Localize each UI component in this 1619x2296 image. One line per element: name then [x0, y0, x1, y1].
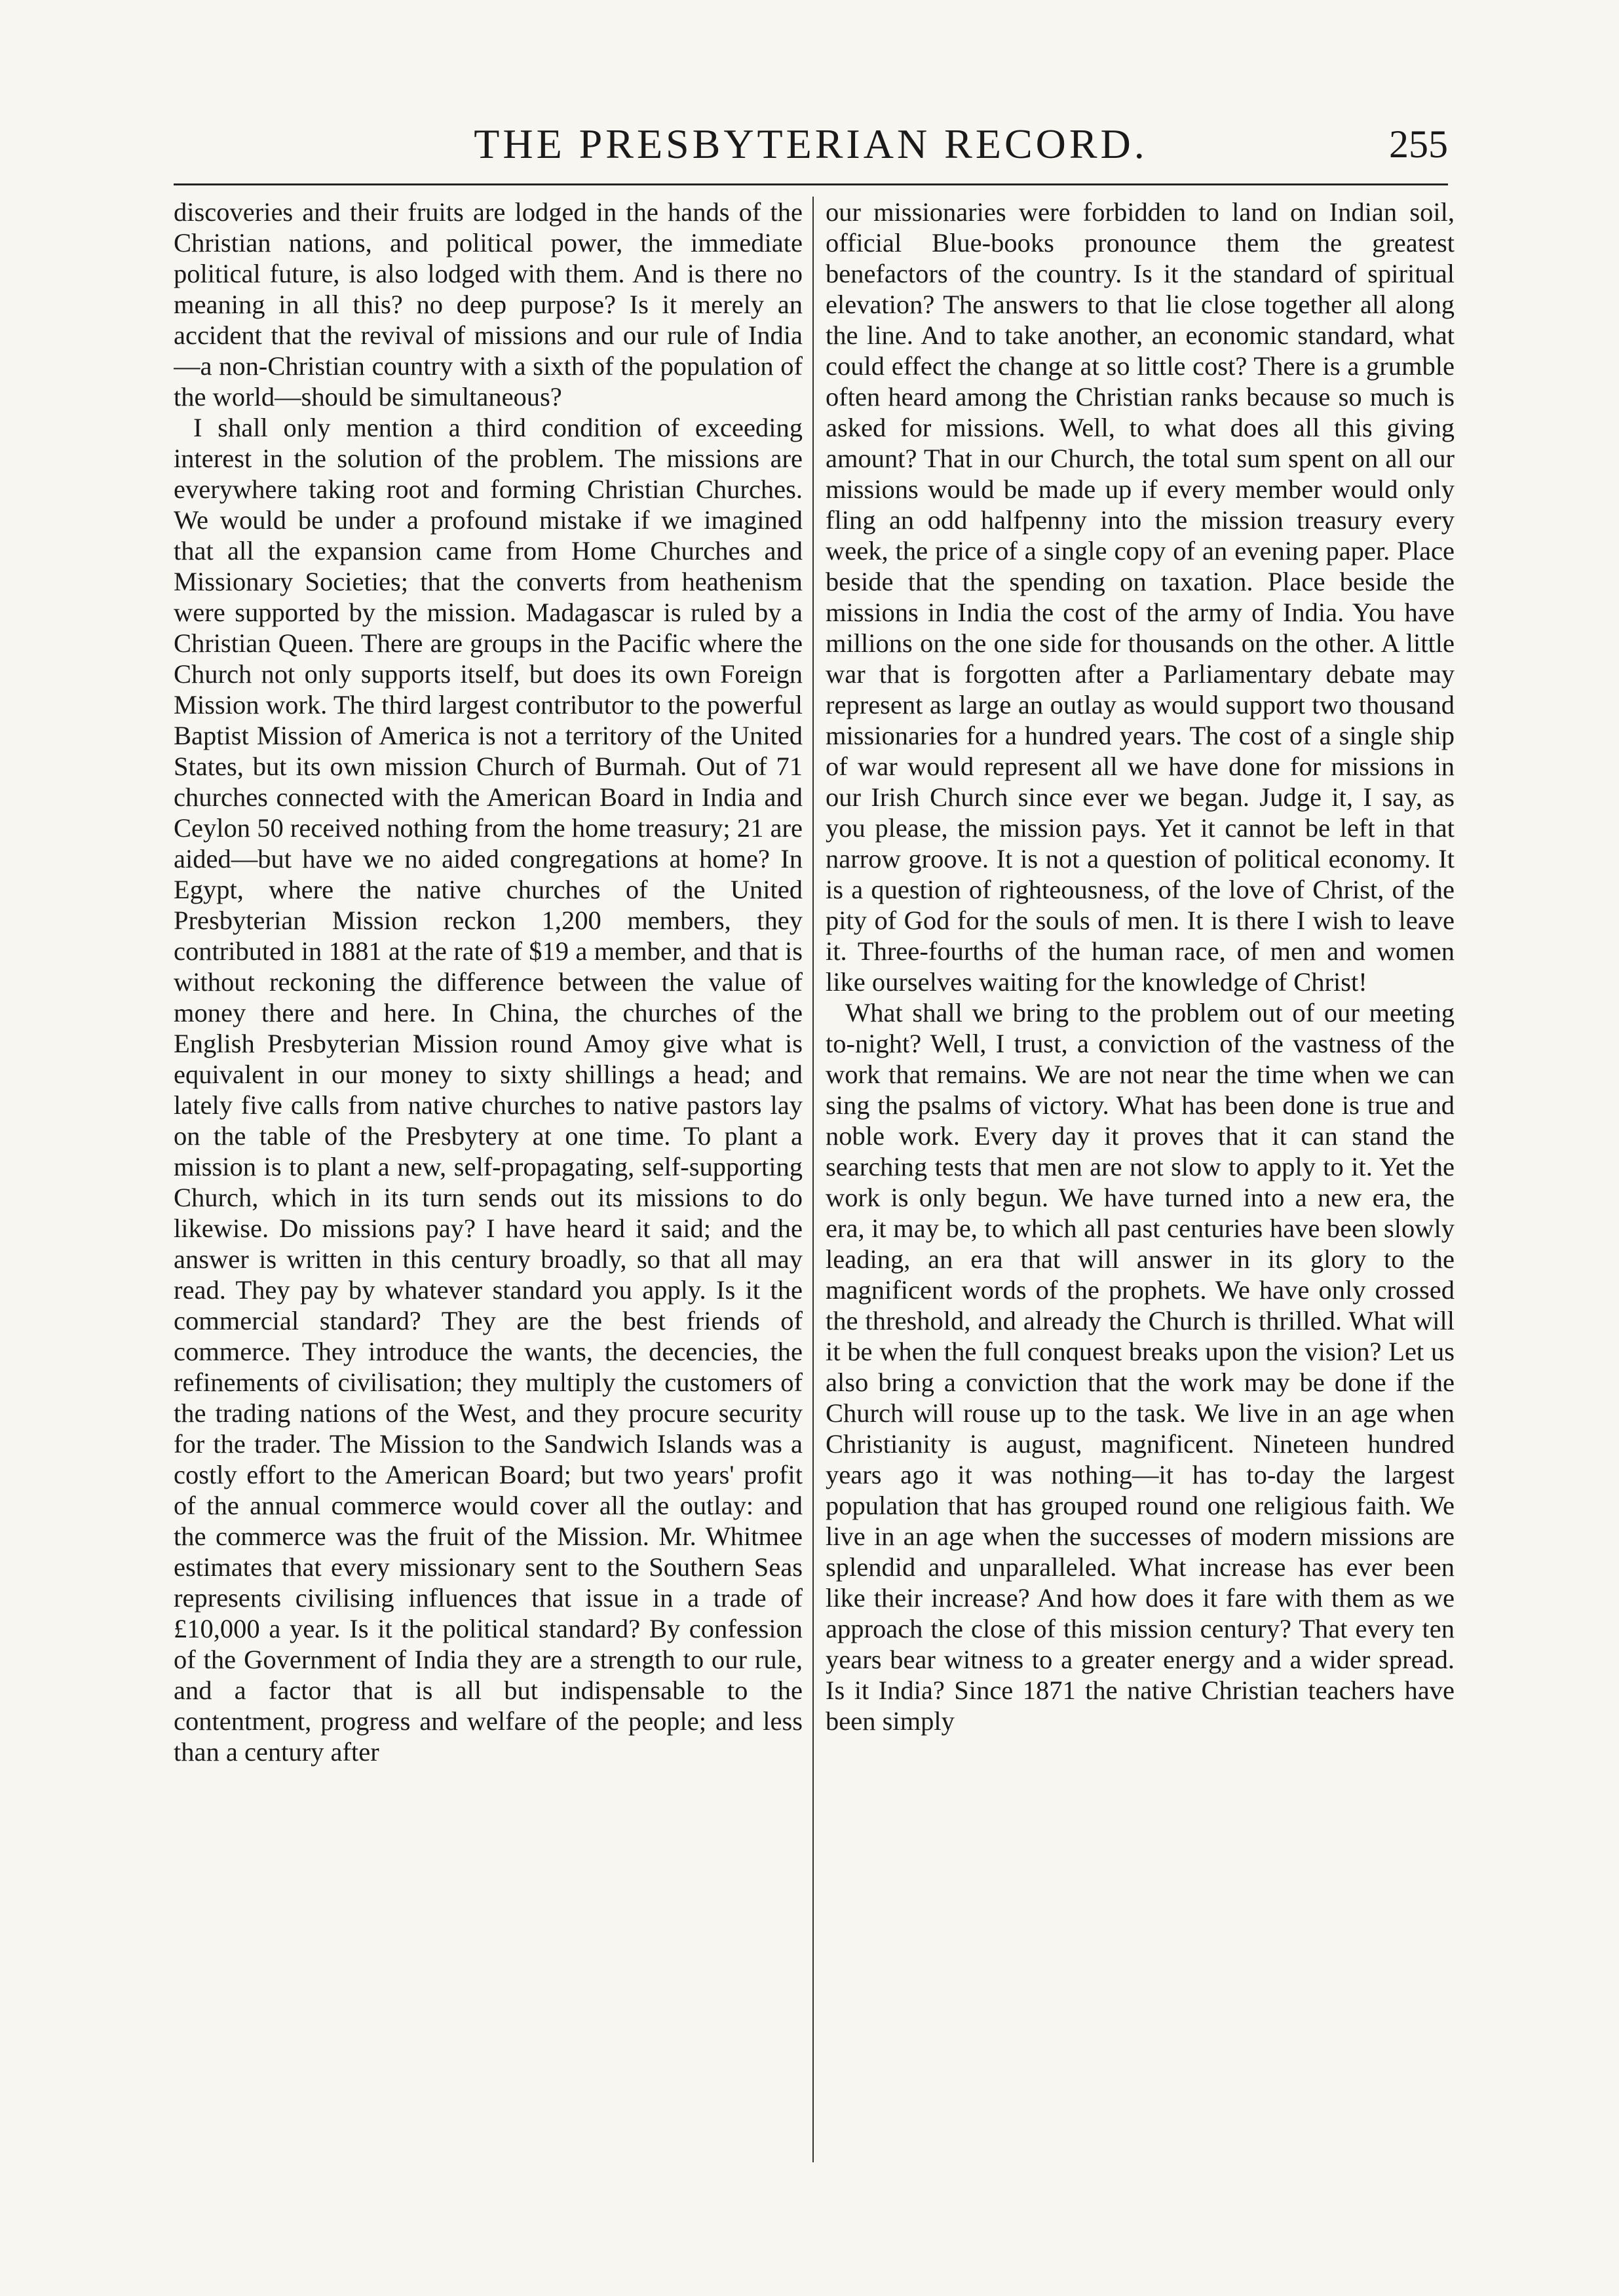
journal-title: THE PRESBYTERIAN RECORD.	[474, 121, 1148, 167]
page-number: 255	[1389, 123, 1448, 166]
column-divider	[812, 197, 814, 2162]
right-column	[826, 197, 1455, 2169]
running-header	[174, 118, 1448, 177]
paragraph: our missionaries were forbidden to land on Indian soil, official Blue-books pronounce them the greatest benefactors of the country. Is it the standard of spiritual elevation? The answers to that lie close together all along the line. And to take another, an economic standard, what could effect the change at so little cost? There is a grumble often heard among the Christian ranks because so much is asked for missions. Well, to what does all this giving amount? That in our Church, the total sum spent on all our missions would be made up if every member would only fling an odd halfpenny into the mission treasury every week, the price of a single copy of an evening paper. Place beside that the spending on taxation. Place beside the missions in India the cost of the army of India. You have millions on the one side for thousands on the other. A little war that is forgotten after a Parliamentary debate may represent as large an outlay as would support two thousand missionaries for a hundred years. The cost of a single ship of war would represent all we have done for missions in our Irish Church since ever we began. Judge it, I say, as you please, the mission pays. Yet it cannot be left in that narrow groove. It is not a question of political economy. It is a question of righteousness, of the love of Christ, of the pity of God for the souls of men. It is there I wish to leave it. Three-fourths of the human race, of men and women like ourselves waiting for the knowledge of Christ!	[826, 197, 1455, 997]
header-rule	[174, 183, 1448, 185]
paragraph: What shall we bring to the problem out of our meeting to-night? Well, I trust, a conviction of the vastness of the work that remains. We are not near the time when we can sing the psalms of victory. What has been done is true and noble work. Every day it proves that it can stand the searching tests that men are not slow to apply to it. Yet the work is only begun. We have turned into a new era, the era, it may be, to which all past centuries have been slowly leading, an era that will answer in its glory to the magnificent words of the prophets. We have only crossed the threshold, and already the Church is thrilled. What will it be when the full conquest breaks upon the vision? Let us also bring a conviction that the work may be done if the Church will rouse up to the task. We live in an age when Christianity is august, magnificent. Nineteen hundred years ago it was nothing—it has to-day the largest population that has grouped round one religious faith. We live in an age when the successes of modern missions are splendid and unparalleled. What increase has ever been like their increase? And how does it fare with them as we approach the close of this mission century? That every ten years bear witness to a greater energy and a wider spread. Is it India? Since 1871 the native Christian teachers have been simply	[826, 998, 1455, 1736]
paragraph: discoveries and their fruits are lodged in the hands of the Christian nations, and political power, the immediate political future, is also lodged with them. And is there no meaning in all this? no deep purpose? Is it merely an accident that the revival of missions and our rule of India—a non-Christian country with a sixth of the population of the world—should be simultaneous?	[174, 197, 803, 411]
paragraph: I shall only mention a third condition of exceeding interest in the solution of the problem. The missions are everywhere taking root and forming Christian Churches. We would be under a profound mistake if we imagined that all the expansion came from Home Churches and Missionary Societies; that the converts from heathenism were supported by the mission. Madagascar is ruled by a Christian Queen. There are groups in the Pacific where the Church not only supports itself, but does its own Foreign Mission work. The third largest contributor to the powerful Baptist Mission of America is not a territory of the United States, but its own mission Church of Burmah. Out of 71 churches connected with the American Board in India and Ceylon 50 received nothing from the home treasury; 21 are aided—but have we no aided congregations at home? In Egypt, where the native churches of the United Presbyterian Mission reckon 1,200 members, they contributed in 1881 at the rate of $19 a member, and that is without reckoning the difference between the value of money there and here. In China, the churches of the English Presbyterian Mission round Amoy give what is equivalent in our money to sixty shillings a head; and lately five calls from native churches to native pastors lay on the table of the Presbytery at one time. To plant a mission is to plant a new, self-propagating, self-supporting Church, which in its turn sends out its missions to do likewise. Do missions pay? I have heard it said; and the answer is written in this century broadly, so that all may read. They pay by whatever standard you apply. Is it the commercial standard? They are the best friends of commerce. They introduce the wants, the decencies, the refinements of civilisation; they multiply the customers of the trading nations of the West, and they procure security for the trader. The Mission to the Sandwich Islands was a costly effort to the American Board; but two years' profit of the annual commerce would cover all the outlay: and the commerce was the fruit of the Mission. Mr. Whitmee estimates that every missionary sent to the Southern Seas represents civilising influences that issue in a trade of £10,000 a year. Is it the political standard? By confession of the Government of India they are a strength to our rule, and a factor that is all but indispensable to the contentment, progress and welfare of the people; and less than a century after	[174, 413, 803, 1767]
left-column	[174, 197, 803, 2169]
